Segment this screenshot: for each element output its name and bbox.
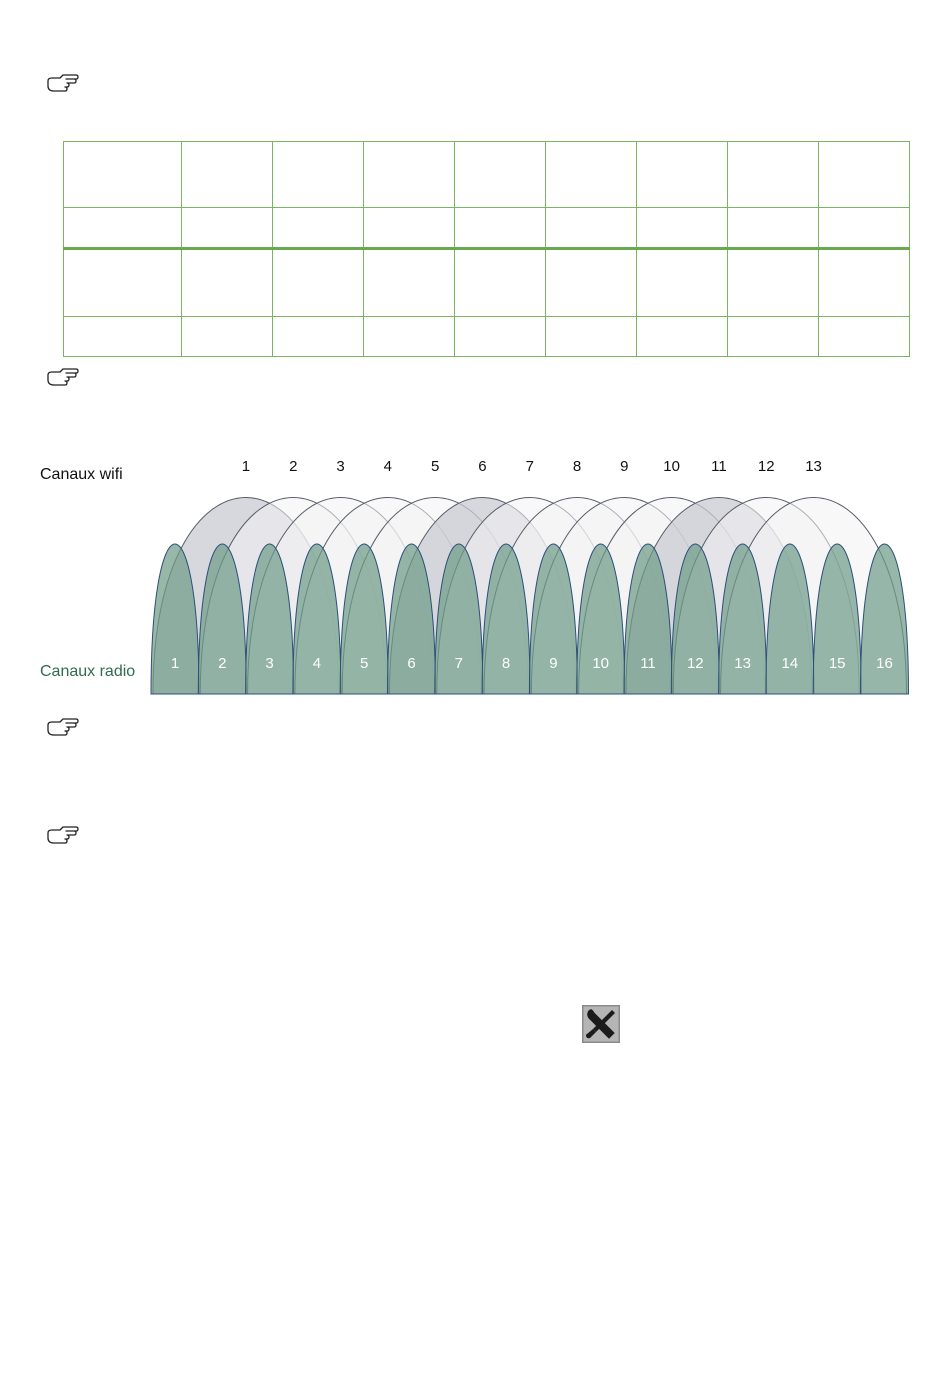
wifi-channel-label: 3 (336, 458, 345, 475)
wifi-channels-label: Canaux wifi (40, 466, 123, 483)
wifi-channel-label: 10 (663, 458, 680, 475)
radio-channel-label: 11 (640, 655, 656, 672)
wifi-channel-label: 8 (572, 458, 582, 475)
wifi-channel-label: 13 (805, 458, 822, 475)
wifi-channel-label: 5 (430, 458, 440, 475)
channel-table (63, 141, 910, 357)
table-row (64, 142, 910, 208)
wifi-channel-label: 7 (525, 458, 534, 475)
wifi-channel-label: 1 (241, 458, 251, 475)
wifi-channel-label: 4 (383, 458, 393, 475)
radio-channel-label: 8 (501, 655, 511, 672)
radio-channels-label: Canaux radio (40, 663, 136, 680)
radio-channel-label: 3 (265, 655, 274, 672)
channel-overlap-diagram (0, 420, 950, 705)
table-row (64, 208, 910, 249)
wifi-channel-label: 6 (478, 458, 487, 475)
radio-channel-label: 2 (218, 655, 227, 672)
table-row (64, 249, 910, 317)
radio-channel-label: 16 (876, 655, 893, 672)
radio-channel-label: 10 (592, 655, 610, 672)
pointing-hand-icon (46, 825, 80, 845)
radio-channel-label: 6 (407, 655, 416, 672)
radio-channel-label: 9 (549, 655, 558, 672)
radio-channel-label: 13 (734, 655, 751, 672)
radio-channel-label: 15 (828, 655, 846, 672)
wifi-channel-label: 9 (620, 458, 629, 475)
wifi-channel-label: 12 (757, 458, 775, 475)
radio-channel-label: 4 (312, 655, 322, 672)
pointing-hand-icon (46, 367, 80, 387)
wifi-channel-label: 2 (289, 458, 298, 475)
radio-channel-label: 1 (170, 655, 180, 672)
radio-channel-label: 5 (360, 655, 369, 672)
radio-channel-label: 12 (686, 655, 704, 672)
wifi-channel-label: 11 (711, 458, 727, 475)
table-row (64, 317, 910, 357)
pointing-hand-icon (46, 717, 80, 737)
tools-icon (582, 1005, 620, 1043)
radio-channel-label: 7 (454, 655, 463, 672)
pointing-hand-icon (46, 73, 80, 93)
radio-channel-label: 14 (781, 655, 799, 672)
